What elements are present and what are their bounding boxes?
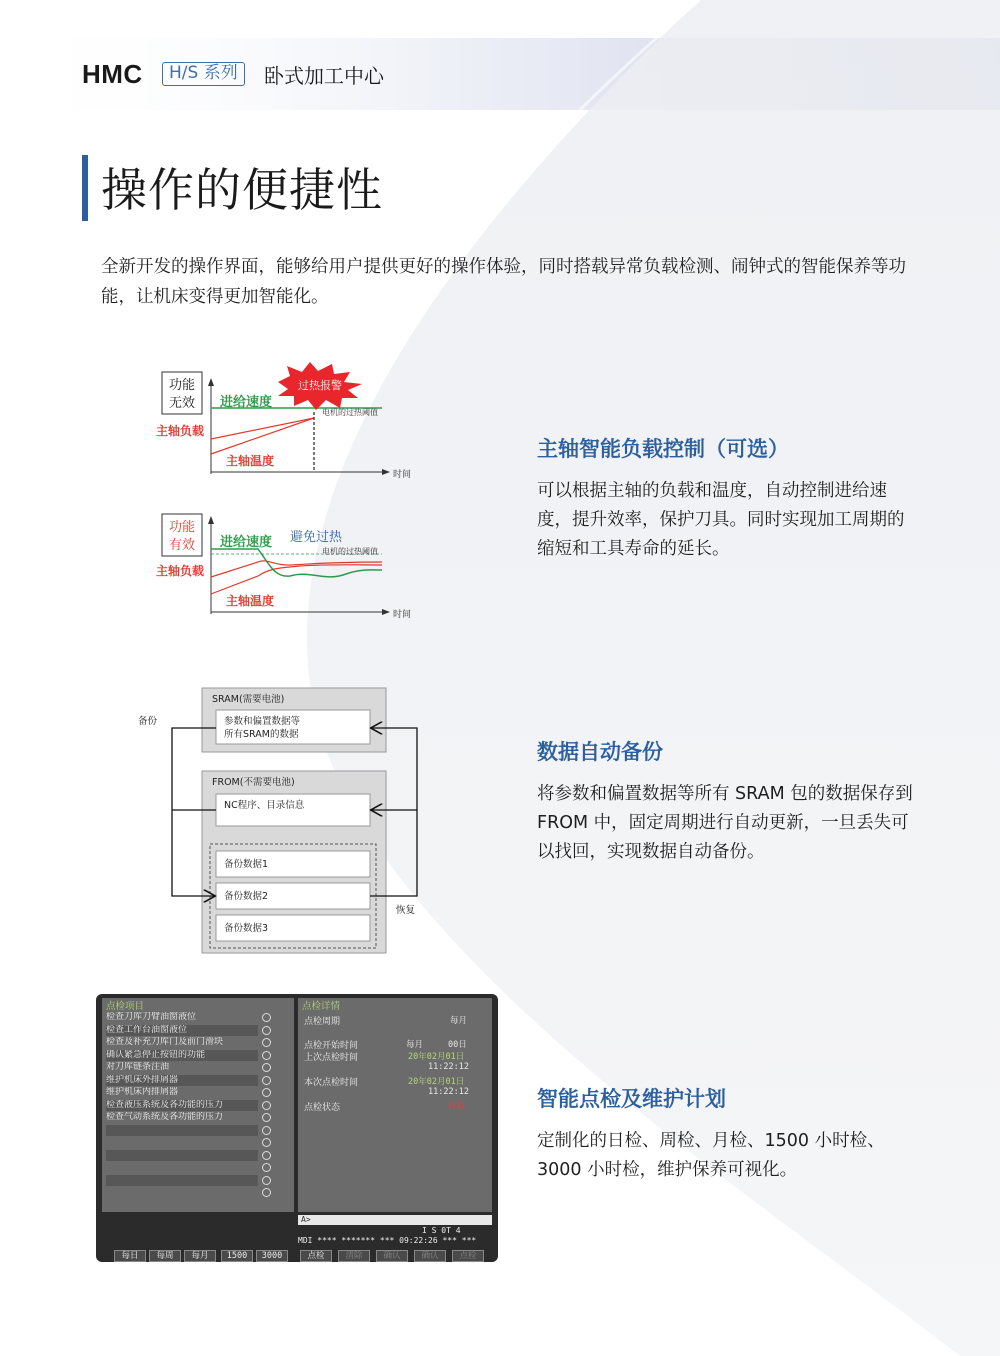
feature-backup-title: 数据自动备份 <box>537 740 663 764</box>
inspection-status-circle-icon <box>262 1151 271 1160</box>
feature-maintenance <box>537 1083 917 1185</box>
restore-arrow-label: 恢复 <box>396 905 416 916</box>
backup-arrow-label: 备份 <box>138 716 158 727</box>
inspection-item-row[interactable] <box>106 1137 258 1148</box>
header-band <box>0 38 1000 110</box>
status-value: 待检 <box>448 1102 466 1112</box>
from-data: NC程序、目录信息 <box>224 800 305 811</box>
softkey-button[interactable]: 确认 <box>376 1250 408 1262</box>
softkey-button[interactable]: 清除 <box>338 1250 370 1262</box>
page-title: 操作的便捷性 <box>101 163 383 217</box>
softkey-button[interactable]: 每月 <box>184 1250 216 1262</box>
feature-backup <box>537 736 917 867</box>
last-label: 上次点检时间 <box>304 1053 359 1063</box>
inspection-items-panel <box>102 998 294 1212</box>
cnc-maintenance-screen <box>96 994 498 1262</box>
product-name: 卧式加工中心 <box>264 64 384 88</box>
inspection-status-circle-icon <box>262 1013 271 1022</box>
feature-backup-body: 将参数和偏置数据等所有 SRAM 包的数据保存到 FROM 中，固定周期进行自动更新，一旦丢失可以找回，实现数据自动备份。 <box>537 784 913 862</box>
status-label: 点检状态 <box>304 1103 341 1113</box>
backup-1-label: 备份数据1 <box>224 859 269 870</box>
load-label-off: 主轴负载 <box>155 424 205 438</box>
brand-name: HMC <box>82 59 143 89</box>
feed-label-off: 进给速度 <box>219 395 273 410</box>
softkey-button[interactable]: 每日 <box>114 1250 146 1262</box>
command-line[interactable]: A> <box>298 1215 492 1225</box>
inspection-detail-panel <box>298 998 492 1212</box>
backup-3-label: 备份数据3 <box>224 923 269 934</box>
inspection-item-row[interactable]: 检查液压系统及各功能的压力 <box>106 1100 258 1111</box>
start-value[interactable]: 每月 <box>406 1040 424 1050</box>
inspection-item-row[interactable]: 维护机床外排屑器 <box>106 1075 258 1086</box>
threshold-label-off: 电机的过热阈值 <box>322 408 378 417</box>
inspection-item-row[interactable]: 检查气动系统及各功能的压力 <box>106 1112 224 1122</box>
inspection-item-row[interactable]: 检查及补充刀库门及前门滑块 <box>106 1037 224 1047</box>
feature-maintenance-body: 定制化的日检、周检、月检、1500 小时检、3000 小时检，维护保养可视化。 <box>537 1131 885 1180</box>
sram-data-line2: 所有SRAM的数据 <box>224 729 299 740</box>
inspection-status-circle-icon <box>262 1051 271 1060</box>
inspection-status-circle-icon <box>262 1088 271 1097</box>
inspection-item-row[interactable]: 维护机床内排屑器 <box>106 1087 179 1097</box>
from-label: FROM(不需要电池) <box>212 777 295 788</box>
temp-label-on: 主轴温度 <box>225 594 275 608</box>
state-off-line2: 无效 <box>168 396 196 411</box>
inspection-item-row[interactable] <box>106 1162 258 1173</box>
sram-label: SRAM(需要电池) <box>212 694 285 705</box>
start-label: 点检开始时间 <box>304 1041 359 1051</box>
inspection-item-row[interactable]: 确认紧急停止按钮的功能 <box>106 1050 258 1061</box>
sram-data-line1: 参数和偏置数据等 <box>224 716 301 727</box>
inspection-status-circle-icon <box>262 1113 271 1122</box>
inspection-status-circle-icon <box>262 1026 271 1035</box>
feature-spindle-body: 可以根据主轴的负载和温度，自动控制进给速度，提升效率，保护刀具。同时实现加工周期的缩短和工具寿命的延长。 <box>537 481 905 559</box>
title-accent-bar <box>82 155 88 221</box>
feature-spindle <box>537 433 917 564</box>
inspection-status-circle-icon <box>262 1126 271 1135</box>
inspection-status-circle-icon <box>262 1076 271 1085</box>
items-header: 点检项目 <box>106 1001 145 1012</box>
series-badge: H/S 系列 <box>162 62 245 86</box>
state-off-line1: 功能 <box>168 378 196 393</box>
softkey-button[interactable]: 点检 <box>452 1250 484 1262</box>
inspection-status-circle-icon <box>262 1101 271 1110</box>
start-day[interactable]: 00日 <box>448 1040 467 1050</box>
softkey-button[interactable]: 每周 <box>149 1250 181 1262</box>
time-label-on: 时间 <box>392 610 412 620</box>
spindle-load-diagram <box>150 362 420 627</box>
mdi-line: MDI **** ******* *** 09:22:26 *** *** <box>298 1236 477 1245</box>
inspection-status-circle-icon <box>262 1063 271 1072</box>
inspection-item-row[interactable] <box>106 1187 258 1198</box>
intro-paragraph: 全新开发的操作界面，能够给用户提供更好的操作体验，同时搭载异常负载检测、闹钟式的智能保养等功能，让机床变得更加智能化。 <box>101 257 906 307</box>
feature-maintenance-title: 智能点检及维护计划 <box>537 1087 726 1111</box>
inspection-item-row[interactable] <box>106 1150 258 1161</box>
inspection-status-circle-icon <box>262 1163 271 1172</box>
state-on-line2: 有效 <box>168 538 196 553</box>
inspection-status-circle-icon <box>262 1038 271 1047</box>
last-time: 11:22:12 <box>428 1062 469 1072</box>
threshold-label-on: 电机的过热阈值 <box>322 547 378 556</box>
state-on-line1: 功能 <box>168 520 196 535</box>
inspection-item-row[interactable] <box>106 1175 258 1186</box>
alarm-label: 过热报警 <box>298 379 342 392</box>
softkey-button[interactable]: 确认 <box>414 1250 446 1262</box>
inspection-item-row[interactable] <box>106 1125 258 1136</box>
inspection-status-circle-icon <box>262 1188 271 1197</box>
backup-2-label: 备份数据2 <box>224 891 269 902</box>
feature-spindle-title: 主轴智能负载控制（可选） <box>537 437 789 461</box>
this-label: 本次点检时间 <box>304 1078 359 1088</box>
inspection-status-circle-icon <box>262 1176 271 1185</box>
softkey-button[interactable]: 1500 <box>221 1250 253 1262</box>
period-value[interactable]: 每月 <box>450 1016 468 1026</box>
this-time: 11:22:12 <box>428 1087 469 1097</box>
backup-diagram <box>130 684 430 959</box>
inspection-item-row[interactable]: 检查刀库刀臂油窗液位 <box>106 1012 197 1022</box>
period-label: 点检周期 <box>304 1017 341 1027</box>
softkey-button[interactable]: 3000 <box>256 1250 288 1262</box>
avoid-label: 避免过热 <box>289 530 343 545</box>
softkey-button[interactable]: 点检 <box>300 1250 332 1262</box>
inspection-item-row[interactable]: 检查工作台油窗液位 <box>106 1025 258 1036</box>
this-date: 20年02月01日 <box>408 1077 465 1087</box>
inspection-item-row[interactable]: 对刀库链条注油 <box>106 1062 170 1072</box>
detail-header: 点检详情 <box>302 1001 341 1012</box>
feed-label-on: 进给速度 <box>219 535 273 550</box>
inspection-status-circle-icon <box>262 1138 271 1147</box>
status-line: I S 0T 4 <box>422 1226 461 1235</box>
load-label-on: 主轴负载 <box>155 564 205 578</box>
temp-label-off: 主轴温度 <box>225 454 275 468</box>
time-label-off: 时间 <box>392 470 412 480</box>
last-date: 20年02月01日 <box>408 1052 465 1062</box>
